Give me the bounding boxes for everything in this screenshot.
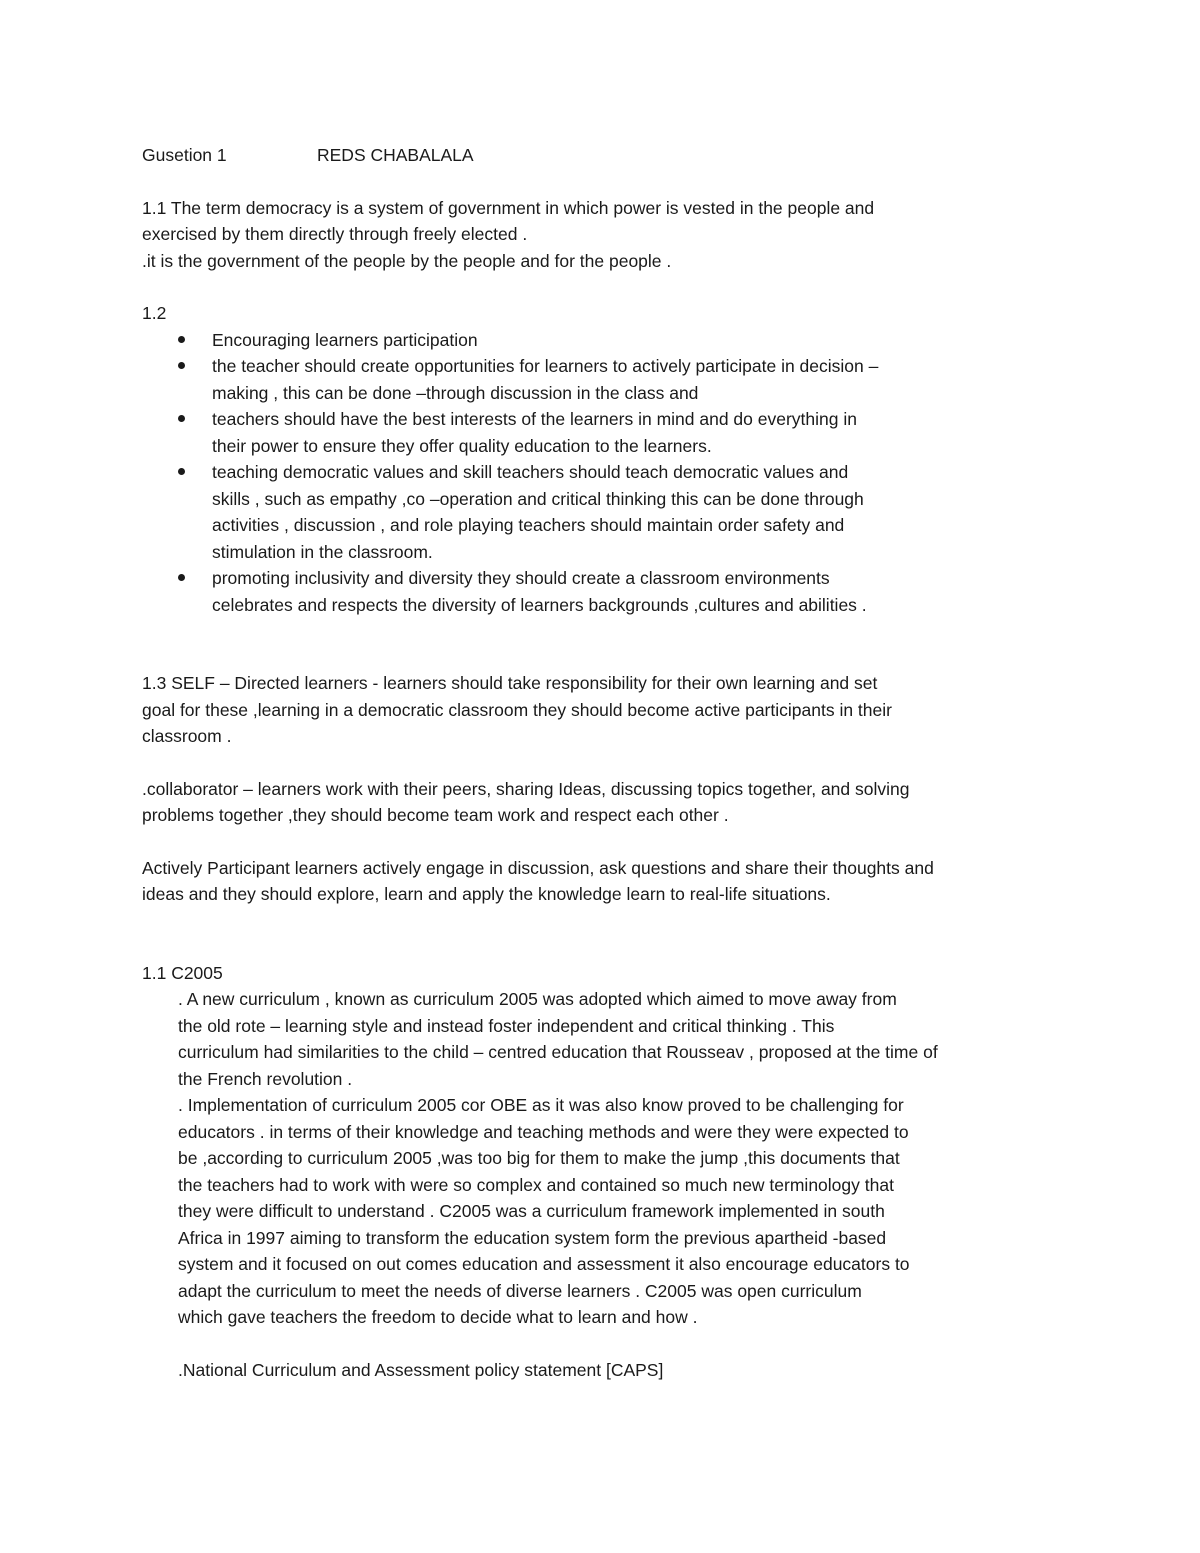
bullet-line: the teacher should create opportunities for learners to actively participate in decision – <box>212 356 879 376</box>
paragraph-line: problems together ,they should become team work and respect each other . <box>142 805 729 825</box>
bullet-line: their power to ensure they offer quality education to the learners. <box>212 435 712 456</box>
bullet-list <box>142 327 1062 619</box>
paragraph-line: system and it focused on out comes education and assessment it also encourage educators to <box>178 1254 910 1274</box>
section-1-3 <box>142 670 1062 908</box>
section-1-1 <box>142 195 1062 275</box>
bullet-item <box>178 565 1062 618</box>
paragraph-line: the old rote – learning style and instead foster independent and critical thinking . This <box>178 1015 835 1036</box>
student-name: REDS CHABALALA <box>317 145 474 165</box>
bullet-icon <box>178 336 185 343</box>
section-c2005 <box>142 960 1062 1384</box>
bullet-icon <box>178 574 185 581</box>
document-header <box>142 142 1062 169</box>
bullet-item <box>178 327 1062 354</box>
paragraph-line: ideas and they should explore, learn and apply the knowledge learn to real-life situations. <box>142 884 831 904</box>
bullet-line: stimulation in the classroom. <box>212 541 433 562</box>
paragraph-line: educators . in terms of their knowledge and teaching methods and were they were expected to <box>178 1121 909 1142</box>
bullet-line: Encouraging learners participation <box>212 329 478 350</box>
paragraph-line: 1.3 SELF – Directed learners - learners should take responsibility for their own learning and set <box>142 673 878 693</box>
paragraph-line: goal for these ,learning in a democratic classroom they should become active participants in their <box>142 699 892 720</box>
paragraph <box>142 670 1062 750</box>
paragraph-line: 1.1 The term democracy is a system of government in which power is vested in the people and <box>142 197 875 218</box>
bullet-line: making , this can be done –through discussion in the class and <box>212 382 699 403</box>
document-content <box>142 142 1062 1383</box>
bullet-icon <box>178 468 185 475</box>
paragraph <box>142 776 1062 829</box>
paragraph-line: Actively Participant learners actively engage in discussion, ask questions and share their thoughts and <box>142 857 934 878</box>
bullet-icon <box>178 415 185 422</box>
c2005-text <box>142 986 1062 1383</box>
paragraph-line: adapt the curriculum to meet the needs of diverse learners . C2005 was open curriculum <box>178 1280 862 1301</box>
section-1-2 <box>142 300 1062 618</box>
section-label: 1.1 C2005 <box>142 962 223 983</box>
paragraph-line: the teachers had to work with were so complex and contained so much new terminology that <box>178 1174 894 1195</box>
section-label: 1.2 <box>142 303 167 323</box>
bullet-item <box>178 406 1062 459</box>
bullet-item <box>178 353 1062 406</box>
question-title: Gusetion 1 <box>142 145 227 165</box>
bullet-line: promoting inclusivity and diversity they should create a classroom environments <box>212 568 830 588</box>
paragraph-line: Africa in 1997 aiming to transform the education system form the previous apartheid -based <box>178 1227 887 1248</box>
paragraph <box>142 855 1062 908</box>
bullet-line: teachers should have the best interests of the learners in mind and do everything in <box>212 409 857 429</box>
bullet-line: activities , discussion , and role playing teachers should maintain order safety and <box>212 515 845 535</box>
paragraph-line: classroom . <box>142 726 232 746</box>
paragraph-line: which gave teachers the freedom to decide what to learn and how . <box>178 1307 698 1327</box>
caps-heading: .National Curriculum and Assessment policy statement [CAPS] <box>178 1359 664 1380</box>
paragraph-line: curriculum had similarities to the child – centred education that Rousseav , proposed at the time of <box>178 1042 938 1062</box>
paragraph-line: be ,according to curriculum 2005 ,was too big for them to make the jump ,this documents that <box>178 1148 900 1168</box>
bullet-line: skills , such as empathy ,co –operation and critical thinking this can be done through <box>212 488 864 509</box>
bullet-line: teaching democratic values and skill teachers should teach democratic values and <box>212 462 849 482</box>
paragraph-line: . A new curriculum , known as curriculum 2005 was adopted which aimed to move away from <box>178 989 897 1009</box>
bullet-item <box>178 459 1062 565</box>
paragraph-line: the French revolution . <box>178 1068 353 1089</box>
paragraph-line: .collaborator – learners work with their peers, sharing Ideas, discussing topics together, and solving <box>142 778 910 799</box>
bullet-line: celebrates and respects the diversity of learners backgrounds ,cultures and abilities . <box>212 594 867 615</box>
paragraph-line: exercised by them directly through freely elected . <box>142 224 528 244</box>
bullet-icon <box>178 362 185 369</box>
paragraph-line: they were difficult to understand . C2005 was a curriculum framework implemented in south <box>178 1201 885 1221</box>
paragraph-line: . Implementation of curriculum 2005 cor OBE as it was also know proved to be challenging for <box>178 1095 904 1115</box>
paragraph-line: .it is the government of the people by the people and for the people . <box>142 250 672 271</box>
